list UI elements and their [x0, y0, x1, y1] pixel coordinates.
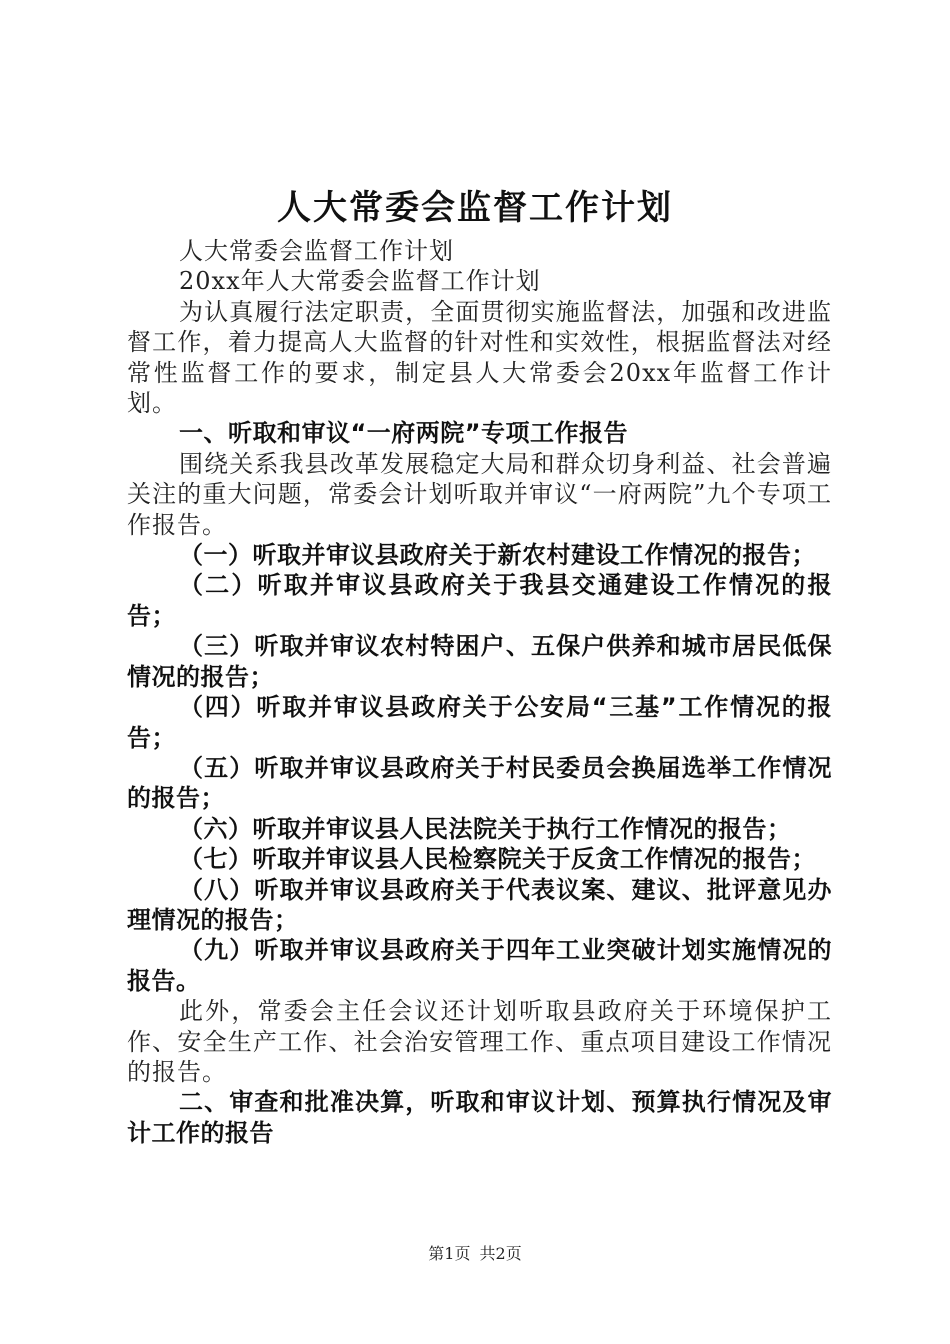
list-item-6: （六）听取并审议县人民法院关于执行工作情况的报告；	[179, 814, 792, 843]
document-body	[127, 236, 832, 1148]
list-item-2: （二）听取并审议县政府关于我县交通建设工作情况的报告；	[127, 571, 832, 630]
paragraph-section-1-intro: 围绕关系我县改革发展稳定大局和群众切身利益、社会普遍关注的重大问题，常委会计划听取并审议“一府两院”九个专项工作报告。	[127, 449, 832, 539]
document-title: 人大常委会监督工作计划	[277, 188, 673, 228]
list-item-3: （三）听取并审议农村特困户、五保户供养和城市居民低保情况的报告；	[127, 632, 832, 691]
list-item-1: （一）听取并审议县政府关于新农村建设工作情况的报告；	[179, 541, 816, 570]
list-item-8: （八）听取并审议县政府关于代表议案、建议、批评意见办理情况的报告；	[127, 875, 832, 934]
paragraph-additional: 此外，常委会主任会议还计划听取县政府关于环境保护工作、安全生产工作、社会治安管理工作、重点项目建设工作情况的报告。	[127, 997, 832, 1086]
page-footer	[0, 1244, 950, 1264]
paragraph-year-plan: 20xx年人大常委会监督工作计划	[179, 267, 541, 296]
paragraph-intro: 为认真履行法定职责，全面贯彻实施监督法，加强和改进监督工作，着力提高人大监督的针对性和实效性，根据监督法对经常性监督工作的要求，制定县人大常委会20xx年监督工作计划。	[127, 297, 832, 418]
list-item-5: （五）听取并审议县政府关于村民委员会换届选举工作情况的报告；	[127, 753, 832, 813]
list-item-4: （四）听取并审议县政府关于公安局“三基”工作情况的报告；	[127, 693, 832, 752]
list-item-7: （七）听取并审议县人民检察院关于反贪工作情况的报告；	[179, 845, 816, 874]
page-number: 第1页	[428, 1244, 471, 1263]
section-heading-1: 一、听取和审议“一府两院”专项工作报告	[179, 419, 629, 448]
list-item-9: （九）听取并审议县政府关于四年工业突破计划实施情况的报告。	[127, 936, 832, 995]
paragraph-subtitle: 人大常委会监督工作计划	[179, 237, 454, 265]
section-heading-2: 二、审查和批准决算，听取和审议计划、预算执行情况及审计工作的报告	[127, 1088, 832, 1147]
page-total: 共2页	[479, 1244, 522, 1263]
